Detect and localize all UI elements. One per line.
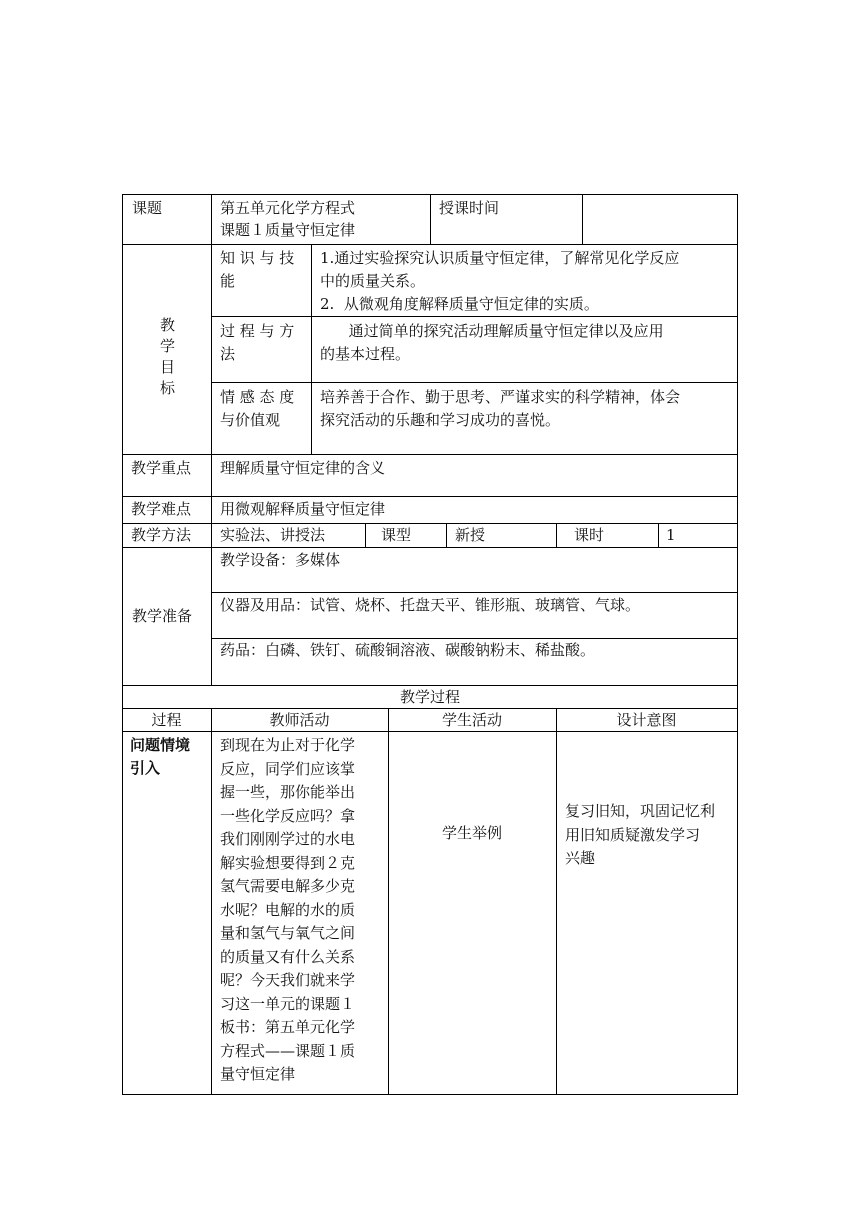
knowledge-text-line2: 中的质量关系。 <box>320 272 426 290</box>
knowledge-text-line1: 1.通过实验探究认识质量守恒定律，了解常见化学反应 <box>320 249 680 267</box>
objectives-label: 教学目标 <box>160 316 176 397</box>
class-hours-value: 1 <box>666 526 676 544</box>
process-text-line2: 的基本过程。 <box>320 345 411 363</box>
teacher-activity-line: 握一些，那你能举出 <box>220 783 356 801</box>
topic-title-line1: 第五单元化学方程式 <box>220 199 356 217</box>
emotion-label-line1: 情 感 态 度 <box>220 388 295 406</box>
preparation-label: 教学准备 <box>132 607 193 625</box>
design-intent-line: 复习旧知，巩固记忆利 <box>565 802 716 820</box>
table-border <box>211 592 738 593</box>
lesson-type-value: 新授 <box>455 526 486 544</box>
col-teacher-header: 教师活动 <box>269 711 330 729</box>
table-border <box>311 244 312 455</box>
preparation-chemicals: 药品：白磷、铁钉、硫酸铜溶液、碳酸钠粉末、稀盐酸。 <box>220 641 596 659</box>
teacher-activity-line: 一些化学反应吗？拿 <box>220 806 356 825</box>
table-border <box>122 454 738 455</box>
table-border <box>122 496 738 497</box>
table-border <box>122 523 738 524</box>
teacher-activity-line: 我们刚刚学过的水电 <box>220 830 356 848</box>
table-border <box>446 523 447 548</box>
process-title: 教学过程 <box>399 688 460 706</box>
teacher-activity-line: 量守恒定律 <box>220 1065 296 1083</box>
process-text-line1: 通过简单的探究活动理解质量守恒定律以及应用 <box>320 322 664 340</box>
stage-label-line1: 问题情境 <box>130 736 191 754</box>
teacher-activity-line: 氢气需要电解多少克 <box>220 877 356 895</box>
teacher-activity-line: 到现在为止对于化学 <box>220 736 356 754</box>
focus-text: 理解质量守恒定律的含义 <box>220 459 386 477</box>
process-label-line1: 过 程 与 方 <box>220 322 295 340</box>
table-border <box>388 708 389 1095</box>
method-label: 教学方法 <box>131 526 192 544</box>
table-border <box>211 382 738 383</box>
table-border <box>122 194 123 1095</box>
topic-label: 课题 <box>132 199 163 217</box>
table-border <box>556 708 557 1095</box>
teacher-activity-line: 水呢？电解的水的质 <box>220 900 356 919</box>
emotion-text-line1: 培养善于合作、勤于思考、严谨求实的科学精神，体会 <box>320 388 681 406</box>
table-border <box>211 194 212 685</box>
topic-title-line2: 课题１质量守恒定律 <box>220 221 356 239</box>
teacher-activity-line: 反应，同学们应该掌 <box>220 759 356 778</box>
design-intent-line: 兴趣 <box>565 849 596 867</box>
col-student-header: 学生活动 <box>441 711 502 729</box>
teacher-activity-line: 板书：第五单元化学 <box>220 1018 356 1036</box>
knowledge-text-line3: 2. 从微观角度解释质量守恒定律的实质。 <box>320 295 599 313</box>
emotion-label-line2: 与价值观 <box>220 411 281 429</box>
table-border <box>556 523 557 548</box>
table-border <box>737 194 738 1095</box>
table-border <box>430 194 431 245</box>
table-border <box>211 316 738 317</box>
table-border <box>122 1094 738 1095</box>
table-border <box>582 194 583 245</box>
method-text: 实验法、讲授法 <box>220 526 326 544</box>
preparation-equipment: 教学设备：多媒体 <box>220 551 341 569</box>
class-hours-label: 课时 <box>574 526 605 544</box>
knowledge-label-line2: 能 <box>220 272 236 290</box>
teacher-activity-line: 方程式——课题１质 <box>220 1041 356 1060</box>
student-activity: 学生举例 <box>441 824 502 842</box>
teacher-activity-line: 呢？今天我们就来学 <box>220 971 356 989</box>
teacher-activity-line: 解实验想要得到２克 <box>220 853 356 872</box>
table-border <box>122 547 738 548</box>
class-time-label: 授课时间 <box>439 199 500 217</box>
process-label-line2: 法 <box>220 345 236 363</box>
col-process-header: 过程 <box>151 711 182 729</box>
stage-label-line2: 引入 <box>130 759 161 777</box>
knowledge-label-line1: 知 识 与 技 <box>220 249 295 267</box>
teacher-activity-line: 量和氢气与氧气之间 <box>220 924 356 942</box>
emotion-text-line2: 探究活动的乐趣和学习成功的喜悦。 <box>320 411 561 429</box>
design-intent-line: 用旧知质疑激发学习 <box>565 825 701 844</box>
table-border <box>658 523 659 548</box>
teacher-activity-line: 习这一单元的课题１ <box>220 994 356 1013</box>
table-border <box>211 708 212 1095</box>
teacher-activity-line: 的质量又有什么关系 <box>220 947 356 966</box>
lesson-type-label: 课型 <box>381 526 412 544</box>
col-intent-header: 设计意图 <box>616 711 677 729</box>
difficulty-text: 用微观解释质量守恒定律 <box>220 500 386 518</box>
focus-label: 教学重点 <box>131 459 192 477</box>
preparation-instruments: 仪器及用品：试管、烧杯、托盘天平、锥形瓶、玻璃管、气球。 <box>220 596 641 614</box>
table-border <box>365 523 366 548</box>
difficulty-label: 教学难点 <box>131 500 192 518</box>
